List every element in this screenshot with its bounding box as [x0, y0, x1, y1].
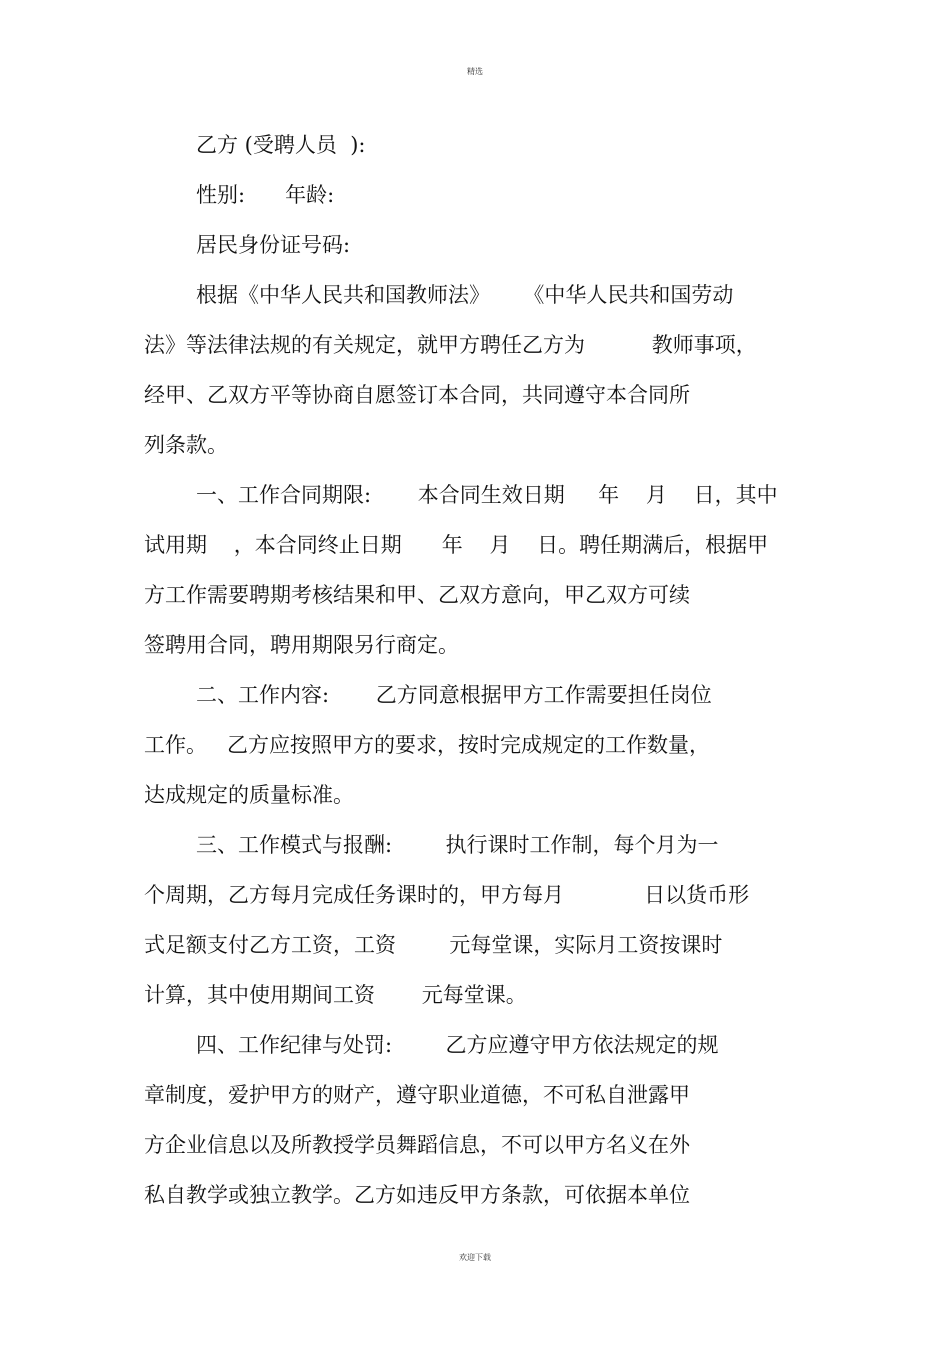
clause-1-line-1: 一、工作合同期限: 本合同生效日期 年 月 日，其中: [196, 483, 778, 507]
page-header: 精选: [467, 67, 483, 76]
clause-2-line-1: 二、工作内容: 乙方同意根据甲方工作需要担任岗位: [196, 683, 712, 707]
preamble-line-1: 根据《中华人民共和国教师法》 《中华人民共和国劳动: [196, 283, 734, 307]
page-footer: 欢迎下载: [459, 1253, 491, 1262]
preamble-line-3: 经甲、乙双方平等协商自愿签订本合同，共同遵守本合同所: [144, 383, 690, 407]
preamble-line-4: 列条款。: [144, 433, 228, 457]
clause-4-line-3: 方企业信息以及所教授学员舞蹈信息，不可以甲方名义在外: [144, 1133, 690, 1157]
clause-1-line-3: 方工作需要聘期考核结果和甲、乙双方意向，甲乙双方可续: [144, 583, 690, 607]
clause-2-line-3: 达成规定的质量标准。: [144, 783, 354, 807]
gender-age-line: 性别: 年龄:: [196, 183, 335, 207]
clause-3-line-4: 计算，其中使用期间工资 元每堂课。: [144, 983, 527, 1007]
clause-4-line-2: 章制度，爱护甲方的财产，遵守职业道德，不可私自泄露甲: [144, 1083, 690, 1107]
clause-1-line-2: 试用期 ，本合同终止日期 年 月 日。聘任期满后，根据甲: [144, 533, 769, 557]
party-b-line: 乙方 (受聘人员 ):: [196, 133, 366, 157]
clause-4-line-1: 四、工作纪律与处罚: 乙方应遵守甲方依法规定的规: [196, 1033, 719, 1057]
clause-2-line-2: 工作。 乙方应按照甲方的要求，按时完成规定的工作数量，: [144, 733, 711, 757]
preamble-line-2: 法》等法律法规的有关规定，就甲方聘任乙方为 教师事项，: [144, 333, 757, 357]
id-number-line: 居民身份证号码:: [196, 233, 351, 257]
clause-4-line-4: 私自教学或独立教学。乙方如违反甲方条款，可依据本单位: [144, 1183, 690, 1207]
clause-1-line-4: 签聘用合同，聘用期限另行商定。: [144, 633, 459, 657]
clause-3-line-1: 三、工作模式与报酬: 执行课时工作制，每个月为一: [196, 833, 719, 857]
clause-3-line-2: 个周期，乙方每月完成任务课时的，甲方每月 日以货币形: [144, 883, 750, 907]
clause-3-line-3: 式足额支付乙方工资，工资 元每堂课，实际月工资按课时: [144, 933, 723, 957]
